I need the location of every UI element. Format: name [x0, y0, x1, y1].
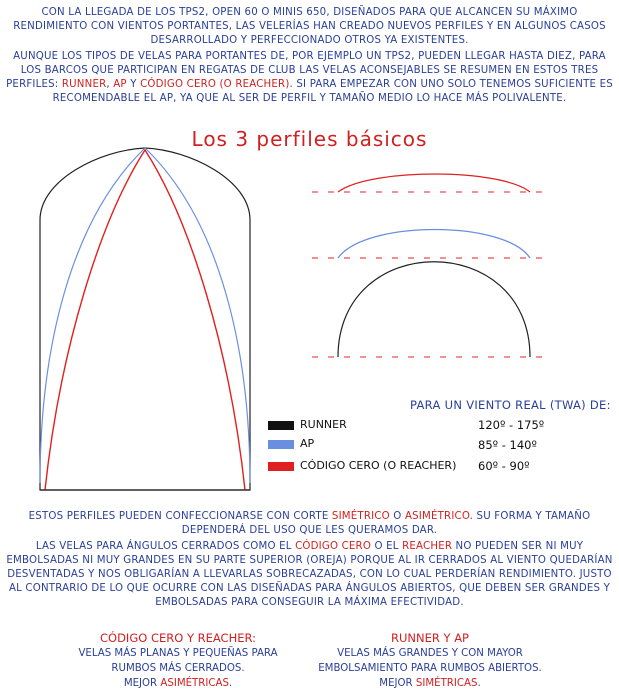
column-best-line: [48, 676, 308, 691]
body-text-1b: . SU FORMA Y TAMAÑO DEPENDERÁ DEL USO QUE LES QUERAMOS DAR.: [181, 511, 591, 536]
column-title-codigo-cero: CÓDIGO CERO Y REACHER:: [100, 631, 256, 645]
reacher-mention: REACHER: [402, 541, 453, 552]
column-text-codigo-cero: [48, 646, 308, 691]
body-paragraph-1: [6, 510, 613, 538]
best-prefix: MEJOR: [123, 678, 161, 689]
legend-label-runner: RUNNER: [300, 418, 347, 431]
legend-swatch-runner: [268, 421, 294, 430]
column-line: RUMBOS MÁS CERRADOS.: [111, 663, 245, 674]
codigo-cero-profile: [312, 174, 548, 192]
ap-profile: [312, 230, 548, 259]
legend-label-ap: AP: [300, 437, 315, 450]
wind-range-codigo-cero: 60º - 90º: [478, 459, 530, 473]
legend-swatch-ap: [268, 440, 294, 449]
wind-range-runner: 120º - 175º: [478, 418, 545, 432]
separator-text: ,: [106, 79, 114, 90]
best-suffix: .: [477, 678, 481, 689]
column-best-line: [300, 676, 560, 691]
body-text-2b: NO PUEDEN SER NI MUY EMBOLSADAS NI MUY GRANDES EN SU PARTE SUPERIOR (OREJA) PORQUE AL IR CERRADOS AL VIENTO QUEDARÍAN DESVENTADAS Y NOS OBLIGARÍAN A LLEVARLAS SOBRECAZADAS, CON LO CUAL PERDERÍAN RENDIMIENTO. JUSTO AL CONTRARIO DE LO QUE OCURRE CON LAS DISEÑADAS PARA ÁNGULOS ABIERTOS, QUE DEBEN SER GRANDES Y EMBOLSADAS PARA CONSEGUIR LA MÁXIMA EFECTIVIDAD.: [6, 541, 613, 608]
ap-sail-outline: [40, 148, 250, 483]
ap-mention: AP: [113, 79, 127, 90]
legend-label-codigo-cero: CÓDIGO CERO (O REACHER): [300, 459, 457, 472]
runner-profile: [312, 262, 548, 357]
best-value-asimetricas: ASIMÉTRICAS: [160, 678, 229, 689]
intro-text-1: CON LA LLEGADA DE LOS TPS2, OPEN 60 O MINIS 650, DISEÑADOS PARA QUE ALCANCEN SU MÁXIMO RENDIMIENTO CON VIENTOS PORTANTES, LAS VELERÍAS HAN CREADO NUEVOS PERFILES Y EN ALGUNOS CASOS DESARROLLADO Y PERFECCIONADO OTROS YA EXISTENTES.: [13, 7, 606, 46]
wind-header: PARA UN VIENTO REAL (TWA) DE:: [410, 398, 611, 412]
column-title-runner-ap: RUNNER Y AP: [390, 631, 469, 645]
body-paragraph-2: [6, 540, 613, 610]
best-prefix: MEJOR: [379, 678, 416, 689]
column-line: EMBOLSAMIENTO PARA RUMBOS ABIERTOS.: [318, 663, 542, 674]
column-line: VELAS MÁS PLANAS Y PEQUEÑAS PARA: [78, 648, 278, 659]
legend-swatch-codigo-cero: [268, 462, 294, 471]
body-text-1a: ESTOS PERFILES PUEDEN CONFECCIONARSE CON CORTE: [28, 511, 332, 522]
wind-range-ap: 85º - 140º: [478, 438, 537, 452]
best-value-simetricas: SIMÉTRICAS: [415, 678, 478, 689]
column-text-runner-ap: [300, 646, 560, 691]
diagram-title: Los 3 perfiles básicos: [191, 127, 428, 151]
runner-mention: RUNNER: [61, 79, 107, 90]
intro-text-2a: AUNQUE LOS TIPOS DE VELAS PARA PORTANTES DE, POR EJEMPLO UN TPS2, PUEDEN LLEGAR HASTA DIEZ, PARA LOS BARCOS QUE PARTICIPAN EN REGATAS DE CLUB LAS VELAS ACONSEJABLES SE RESUMEN EN ESTOS TRES PERFILES:: [6, 51, 606, 90]
runner-sail-outline: [40, 148, 250, 490]
body-text-2mid: O EL: [371, 541, 403, 552]
or-text: O: [389, 511, 405, 522]
intro-text-2b: . SI PARA EMPEZAR CON UNO SOLO TENEMOS SUFICIENTE ES RECOMENDABLE EL AP, YA QUE AL SER DE PERFIL Y TAMAÑO MEDIO LO HACE MÁS POLIVALENTE.: [52, 79, 613, 104]
and-text: Y: [126, 79, 141, 90]
asimetrico-mention: ASIMÉTRICO: [404, 511, 470, 522]
codigo-cero-mention: CÓDIGO CERO (O REACHER): [140, 79, 290, 90]
simetrico-mention: SIMÉTRICO: [331, 511, 390, 522]
column-line: VELAS MÁS GRANDES Y CON MAYOR: [337, 648, 523, 659]
codigo-cero-sail-outline: [45, 150, 245, 490]
best-suffix: .: [228, 678, 233, 689]
body-text-2a: LAS VELAS PARA ÁNGULOS CERRADOS COMO EL: [35, 541, 296, 552]
codigo-cero-mention-2: CÓDIGO CERO: [295, 541, 372, 552]
